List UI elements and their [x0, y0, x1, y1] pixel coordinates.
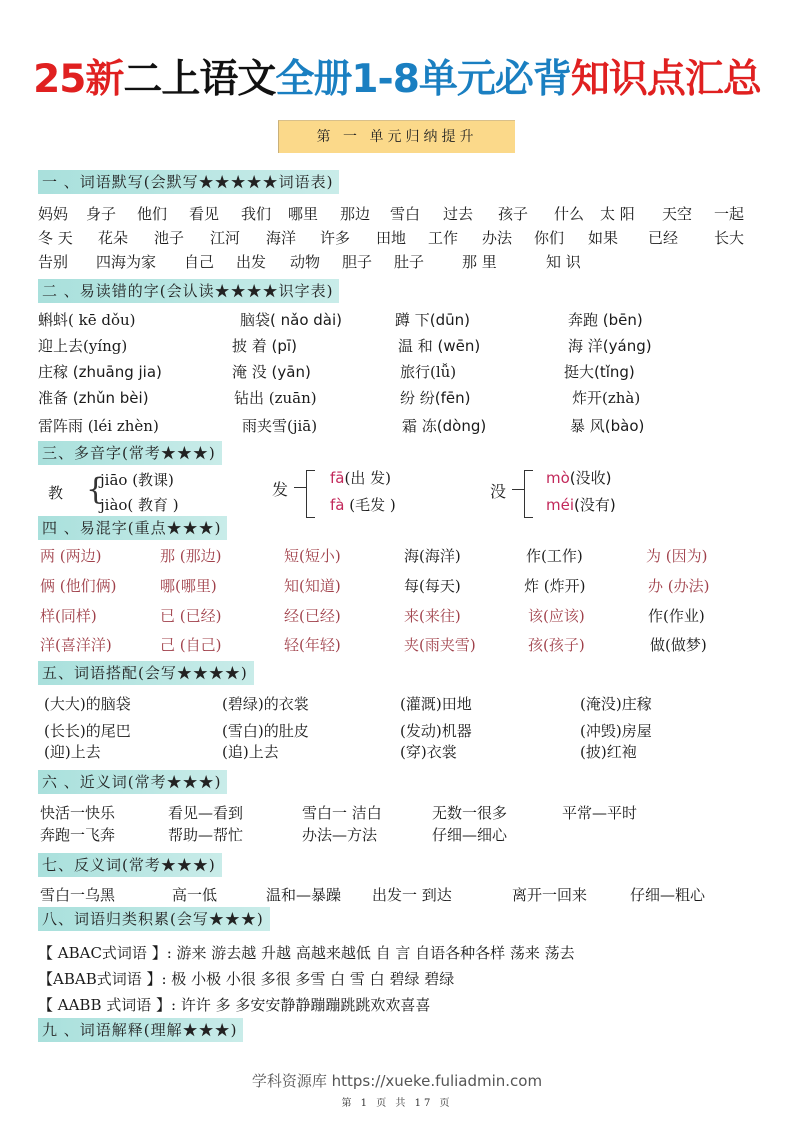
antonym-pair: 高一低 — [172, 886, 218, 904]
title-part-4: 知识点汇总 — [570, 57, 761, 102]
word: 动物 — [290, 253, 321, 271]
section-8-heading: 八、词语归类积累(会写★★★) — [38, 907, 270, 931]
collocation-item: (灌溉)田地 — [400, 695, 472, 713]
confusable-item: 哪(哪里) — [160, 577, 217, 595]
pattern-words: : 游来 游去越 升越 高越来越低 自 言 自语各种各样 荡来 荡去 — [166, 944, 575, 962]
polyphone-char: 没 — [490, 482, 507, 501]
collocation-item: (迎)上去 — [44, 743, 101, 761]
confusable-item: 已 (已经) — [160, 607, 222, 625]
polyphone-reading: méi(没有) — [546, 496, 616, 514]
pinyin-item: 挺大(tǐng) — [564, 363, 635, 381]
pinyin-item: 霜 冻(dòng) — [402, 417, 487, 435]
bracket-icon — [306, 470, 315, 518]
word: 知 识 — [546, 253, 581, 271]
word: 我们 — [241, 205, 272, 223]
section-7-heading: 七、反义词(常考★★★) — [38, 853, 222, 877]
word: 身子 — [86, 205, 117, 223]
confusable-item: 样(同样) — [40, 607, 97, 625]
polyphone-reading: jiào( 教育 ) — [100, 496, 179, 514]
polyphone-reading: fā(出 发) — [330, 469, 391, 487]
word: 冬 天 — [38, 229, 73, 247]
unit-banner: 第 一 单元归纳提升 — [278, 120, 515, 153]
confusable-item: 海(海洋) — [404, 547, 461, 565]
pinyin-item: 淹 没 (yān) — [232, 363, 311, 381]
confusable-item: 为 (因为) — [646, 547, 708, 565]
polyphone-char: 发 — [272, 480, 289, 499]
word: 太 阳 — [600, 205, 635, 223]
pinyin-item: 炸开(zhà) — [572, 389, 641, 407]
antonym-pair: 仔细—粗心 — [630, 886, 706, 904]
word: 工作 — [428, 229, 459, 247]
pinyin-item: 脑袋( nǎo dài) — [240, 311, 342, 329]
pinyin-item: 披 着 (pī) — [232, 337, 297, 355]
section-3-heading: 三、多音字(常考★★★) — [38, 441, 222, 465]
antonym-pair: 出发一 到达 — [372, 886, 452, 904]
confusable-item: 炸 (炸开) — [524, 577, 586, 595]
document-title — [0, 52, 794, 108]
confusable-item: 每(每天) — [404, 577, 461, 595]
pinyin-item: 温 和 (wēn) — [398, 337, 481, 355]
polyphone-char: 教 — [48, 484, 64, 502]
word: 那 里 — [462, 253, 497, 271]
word: 过去 — [443, 205, 474, 223]
polyphone-reading: jiāo (教课) — [100, 471, 174, 489]
word: 长大 — [714, 229, 745, 247]
word: 妈妈 — [38, 205, 69, 223]
synonym-pair: 雪白一 洁白 — [302, 804, 382, 822]
collocation-item: (发动)机器 — [400, 722, 472, 740]
word: 胆子 — [342, 253, 373, 271]
synonym-pair: 无数一很多 — [432, 804, 508, 822]
section-4-heading: 四 、易混字(重点★★★) — [38, 516, 227, 540]
word: 一起 — [714, 205, 745, 223]
word: 海洋 — [266, 229, 297, 247]
word: 池子 — [154, 229, 185, 247]
pinyin-item: 旅行(lǚ) — [400, 363, 457, 381]
confusable-item: 轻(年轻) — [284, 636, 341, 654]
word: 他们 — [137, 205, 168, 223]
confusable-item: 该(应该) — [528, 607, 585, 625]
confusable-item: 两 (两边) — [40, 547, 102, 565]
pinyin-item: 准备 (zhǔn bèi) — [38, 389, 149, 407]
word: 雪白 — [390, 205, 421, 223]
title-part-2: 二上语文 — [123, 57, 276, 102]
pinyin-item: 雷阵雨 (léi zhèn) — [38, 417, 159, 435]
confusable-item: 孩(孩子) — [528, 636, 585, 654]
word: 出发 — [236, 253, 267, 271]
bracket-icon — [524, 470, 533, 518]
pinyin-item: 迎上去(yíng) — [38, 337, 128, 355]
word: 你们 — [534, 229, 565, 247]
word: 看见 — [189, 205, 220, 223]
word-pattern-row — [38, 941, 575, 965]
pinyin-item: 蹲 下(dūn) — [395, 311, 471, 329]
confusable-item: 作(工作) — [526, 547, 583, 565]
section-6-heading: 六 、近义词(常考★★★) — [38, 770, 227, 794]
word: 肚子 — [394, 253, 425, 271]
section-1-heading: 一 、词语默写(会默写★★★★★词语表) — [38, 170, 339, 194]
confusable-item: 做(做梦) — [650, 636, 707, 654]
word: 告别 — [38, 253, 69, 271]
word-pattern-row — [38, 993, 430, 1017]
footer-source-link[interactable]: 学科资源库 https://xueke.fuliadmin.com — [251, 1072, 543, 1090]
section-9-heading: 九 、词语解释(理解★★★) — [38, 1018, 243, 1042]
pinyin-item: 海 洋(yáng) — [568, 337, 652, 355]
confusable-item: 己 (自己) — [160, 636, 222, 654]
section-2-heading: 二 、易读错的字(会认读★★★★识字表) — [38, 279, 339, 303]
word: 四海为家 — [96, 253, 157, 271]
collocation-item: (碧绿)的衣裳 — [222, 695, 309, 713]
word: 田地 — [376, 229, 407, 247]
pinyin-item: 奔跑 (bēn) — [568, 311, 643, 329]
word: 那边 — [340, 205, 371, 223]
word: 如果 — [588, 229, 619, 247]
word: 哪里 — [288, 205, 319, 223]
word: 孩子 — [498, 205, 529, 223]
antonym-pair: 离开一回来 — [512, 886, 588, 904]
confusable-item: 作(作业) — [648, 607, 705, 625]
polyphone-reading: mò(没收) — [546, 469, 612, 487]
pinyin-item: 蝌蚪( kē dǒu) — [38, 311, 136, 329]
antonym-pair: 温和—暴躁 — [266, 886, 342, 904]
pinyin-item: 纷 纷(fēn) — [400, 389, 471, 407]
title-part-3: 全册1-8单元必背 — [275, 57, 571, 102]
polyphone-reading: fà (毛发 ) — [330, 496, 396, 514]
synonym-pair: 仔细—细心 — [432, 826, 508, 844]
synonym-pair: 快活一快乐 — [40, 804, 116, 822]
bracket-stem — [294, 487, 306, 488]
synonym-pair: 平常—平时 — [562, 804, 638, 822]
confusable-item: 知(知道) — [284, 577, 341, 595]
pattern-label: 【 ABAC式词语 】 — [38, 944, 167, 962]
synonym-pair: 办法—方法 — [302, 826, 378, 844]
pinyin-item: 暴 风(bào) — [570, 417, 645, 435]
synonym-pair: 奔跑一飞奔 — [40, 826, 116, 844]
confusable-item: 那 (那边) — [160, 547, 222, 565]
word: 许多 — [320, 229, 351, 247]
confusable-item: 经(已经) — [284, 607, 341, 625]
confusable-item: 洋(喜洋洋) — [40, 636, 112, 654]
collocation-item: (披)红袍 — [580, 743, 637, 761]
page-number: 第 1 页 共 17 页 — [341, 1098, 453, 1109]
pattern-label: 【 AABB 式词语 】 — [38, 996, 172, 1014]
collocation-item: (长长)的尾巴 — [44, 722, 131, 740]
bracket-stem — [512, 489, 524, 490]
collocation-item: (雪白)的肚皮 — [222, 722, 309, 740]
antonym-pair: 雪白一乌黑 — [40, 886, 116, 904]
brace-icon: { — [86, 472, 106, 507]
confusable-item: 俩 (他们俩) — [40, 577, 117, 595]
pattern-words: : 许许 多 多安安静静蹦蹦跳跳欢欢喜喜 — [171, 996, 431, 1014]
word: 什么 — [554, 205, 585, 223]
word-pattern-row — [38, 967, 454, 991]
confusable-item: 办 (办法) — [648, 577, 710, 595]
word: 花朵 — [98, 229, 129, 247]
confusable-item: 来(来往) — [404, 607, 461, 625]
confusable-item: 夹(雨夹雪) — [404, 636, 476, 654]
collocation-item: (追)上去 — [222, 743, 279, 761]
word: 天空 — [662, 205, 693, 223]
pattern-label: 【ABAB式词语 】 — [38, 970, 162, 988]
title-part-1: 25新 — [33, 57, 124, 102]
collocation-item: (大大)的脑袋 — [44, 695, 131, 713]
pinyin-item: 钻出 (zuān) — [234, 389, 317, 407]
synonym-pair: 看见—看到 — [168, 804, 244, 822]
collocation-item: (穿)衣裳 — [400, 743, 457, 761]
word: 已经 — [648, 229, 679, 247]
word: 办法 — [482, 229, 513, 247]
word: 江河 — [210, 229, 241, 247]
collocation-item: (冲毁)房屋 — [580, 722, 652, 740]
synonym-pair: 帮助—帮忙 — [168, 826, 244, 844]
pinyin-item: 庄稼 (zhuāng jia) — [38, 363, 162, 381]
pattern-words: : 极 小极 小很 多很 多雪 白 雪 白 碧绿 碧绿 — [161, 970, 455, 988]
confusable-item: 短(短小) — [284, 547, 341, 565]
section-5-heading: 五、词语搭配(会写★★★★) — [38, 661, 254, 685]
pinyin-item: 雨夹雪(jiā) — [242, 417, 318, 435]
word: 自己 — [184, 253, 215, 271]
collocation-item: (淹没)庄稼 — [580, 695, 652, 713]
